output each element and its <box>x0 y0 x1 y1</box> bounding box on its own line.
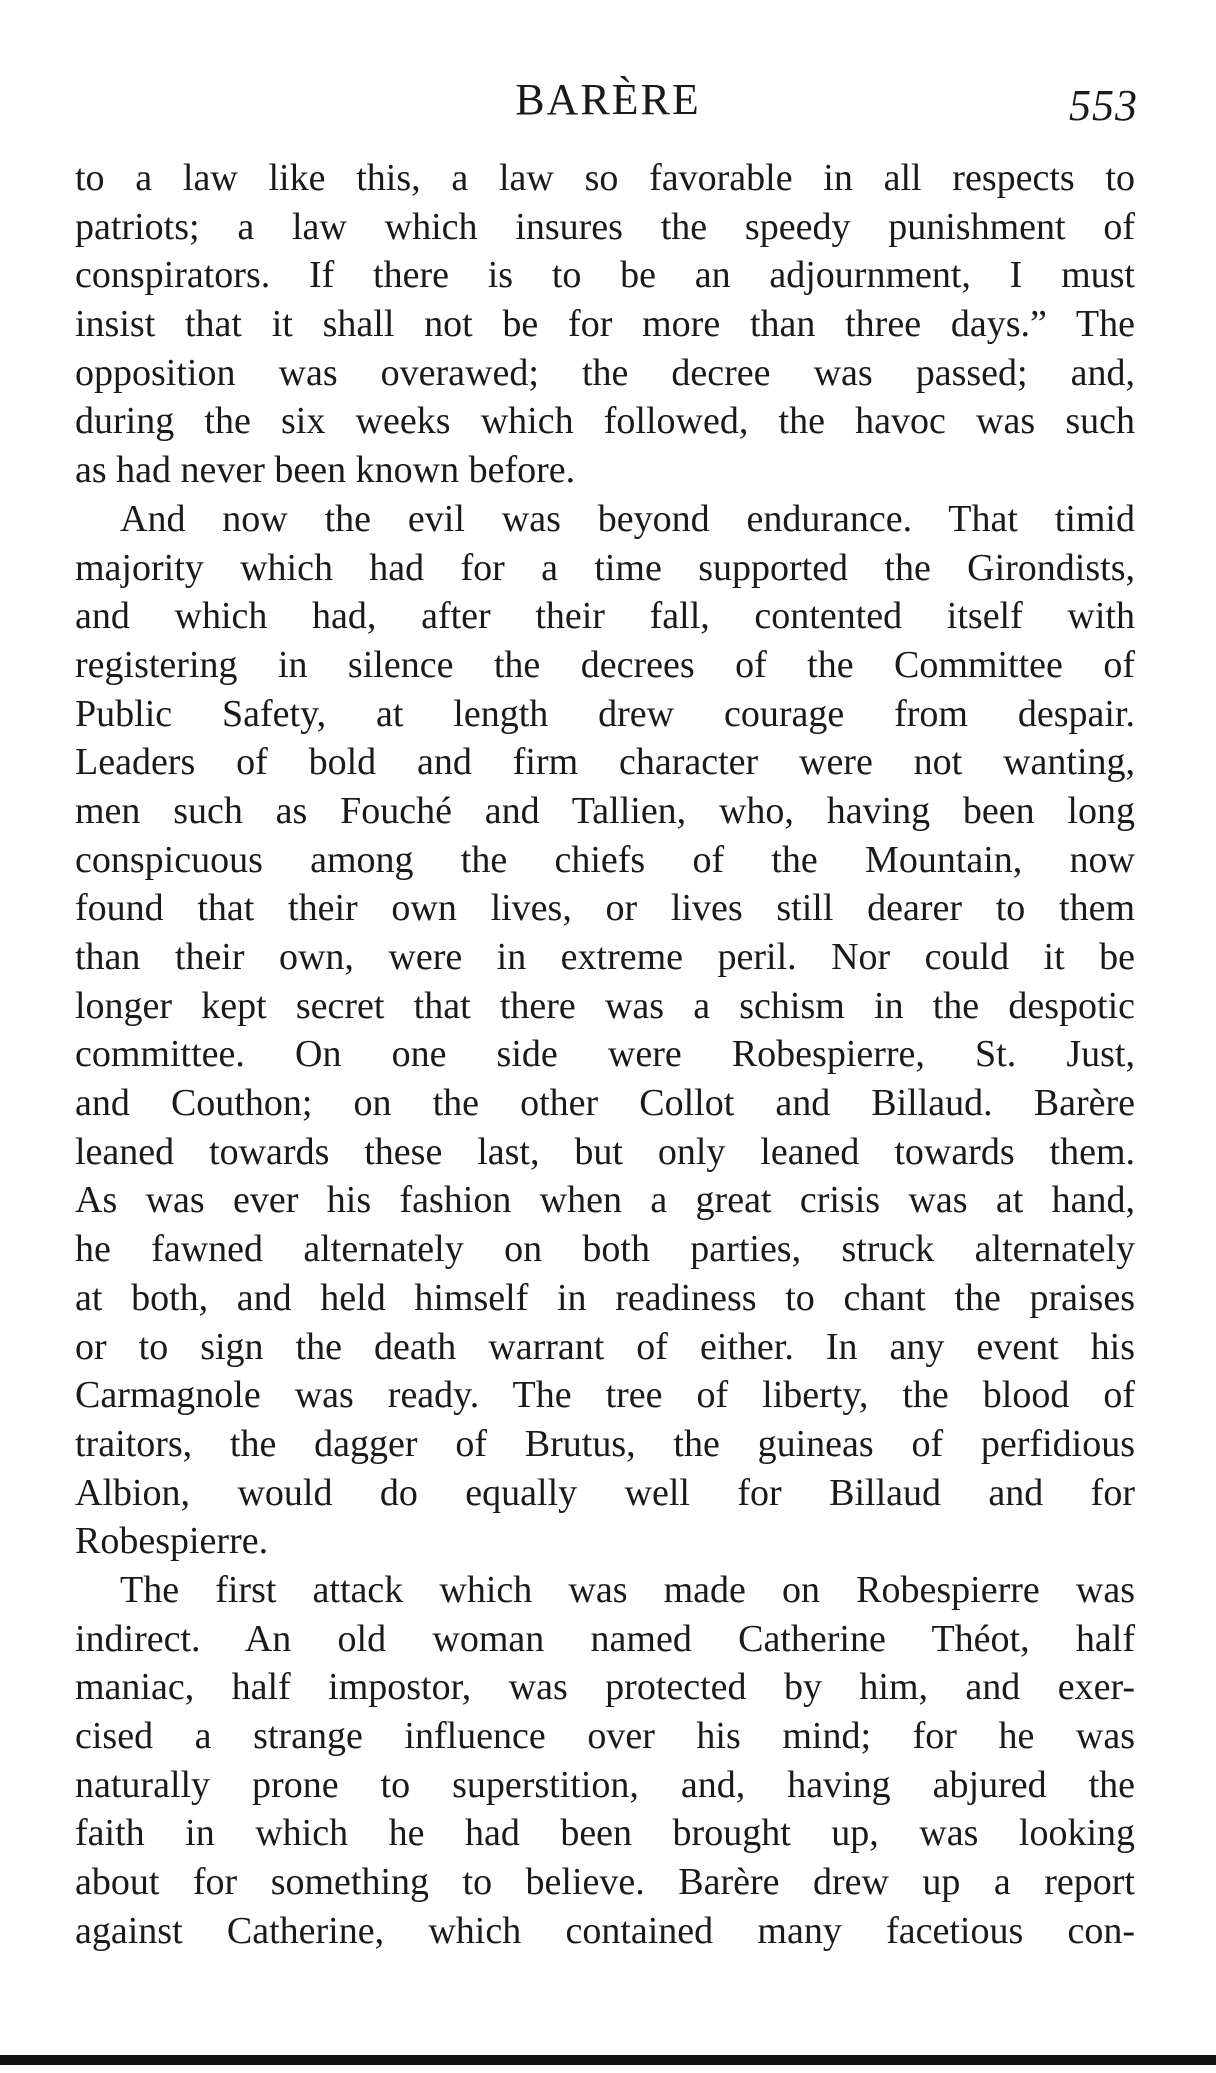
text-line: patriots; a law which insures the speedy punishment of <box>75 205 1135 248</box>
text-line: Albion, would do equally well for Billaud and for <box>75 1471 1135 1514</box>
paragraph-3 <box>75 1566 1135 1956</box>
running-head <box>0 70 1216 130</box>
text-line: he fawned alternately on both parties, struck alternately <box>75 1228 1135 1271</box>
text-line: than their own, were in extreme peril. Nor could it be <box>75 936 1135 978</box>
text-line: traitors, the dagger of Brutus, the guineas of perfidious <box>75 1422 1135 1465</box>
text-line: indirect. An old woman named Catherine Théot, half <box>75 1617 1135 1660</box>
text-line: registering in silence the decrees of the Committee of <box>75 643 1135 686</box>
text-line: found that their own lives, or lives still dearer to them <box>75 887 1135 930</box>
text-line: against Catherine, which contained many facetious con- <box>75 1909 1135 1952</box>
text-line: Robespierre. <box>75 1520 269 1563</box>
page-number: 553 <box>1069 81 1138 130</box>
text-line: and Couthon; on the other Collot and Billaud. Barère <box>75 1082 1135 1125</box>
text-line: committee. On one side were Robespierre, St. Just, <box>75 1033 1135 1076</box>
paragraph-2 <box>75 495 1135 1566</box>
text-line: naturally prone to superstition, and, having abjured the <box>75 1763 1135 1806</box>
text-line: or to sign the death warrant of either. In any event his <box>75 1325 1135 1368</box>
text-line: And now the evil was beyond endurance. That timid <box>120 497 1135 540</box>
text-line: cised a strange influence over his mind; for he was <box>75 1715 1135 1757</box>
text-line: at both, and held himself in readiness to chant the praises <box>75 1276 1135 1319</box>
text-line: as had never been known before. <box>75 449 576 492</box>
text-line: about for something to believe. Barère drew up a report <box>75 1861 1135 1904</box>
bottom-rule <box>0 2055 1216 2065</box>
text-line: conspicuous among the chiefs of the Mountain, now <box>75 838 1135 881</box>
text-line: leaned towards these last, but only leaned towards them. <box>75 1130 1135 1173</box>
text-line: opposition was overawed; the decree was passed; and, <box>75 351 1135 394</box>
text-line: majority which had for a time supported the Girondists, <box>75 546 1135 589</box>
text-line: Carmagnole was ready. The tree of liberty, the blood of <box>75 1374 1135 1417</box>
text-line: men such as Fouché and Tallien, who, having been long <box>75 789 1135 832</box>
running-title: BARÈRE <box>515 75 701 124</box>
text-line: Leaders of bold and firm character were not wanting, <box>75 741 1135 784</box>
body-text <box>75 154 1135 1955</box>
text-line: to a law like this, a law so favorable in all respects to <box>75 157 1135 199</box>
text-line: and which had, after their fall, contented itself with <box>75 595 1135 638</box>
text-line: during the six weeks which followed, the havoc was such <box>75 400 1135 443</box>
text-line: The first attack which was made on Robespierre was <box>120 1568 1135 1611</box>
text-line: faith in which he had been brought up, was looking <box>75 1812 1135 1855</box>
text-line: maniac, half impostor, was protected by him, and exer- <box>75 1666 1135 1709</box>
text-line: insist that it shall not be for more than three days.” The <box>75 303 1135 346</box>
text-line: Public Safety, at length drew courage from despair. <box>75 692 1135 735</box>
text-line: As was ever his fashion when a great crisis was at hand, <box>75 1179 1135 1222</box>
paragraph-1 <box>75 154 1135 495</box>
text-line: conspirators. If there is to be an adjournment, I must <box>75 254 1135 297</box>
text-line: longer kept secret that there was a schism in the despotic <box>75 984 1135 1027</box>
